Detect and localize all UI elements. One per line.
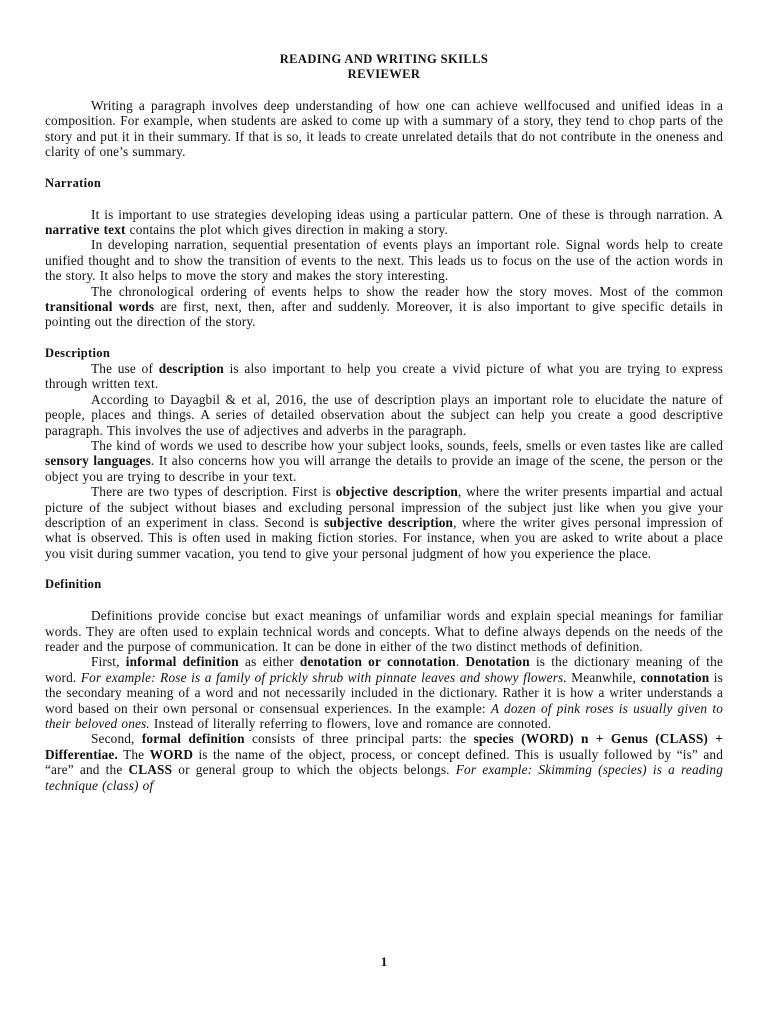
paragraph [45, 98, 723, 160]
text-run: The chronological ordering of events helps to show the reader how the story moves. Most of the common [91, 283, 723, 299]
paragraph [45, 284, 723, 330]
section-narration [45, 176, 723, 330]
bold-term: narrative text [45, 222, 126, 238]
text-run: , where the writer gives personal impression of what is observed. This is often used in making fiction stories. For instance, when you are asked to write about a place you visit during summer vacation, you tend to give your personal judgment of how you experience the place. [45, 514, 724, 561]
document-title: READING AND WRITING SKILLS [279, 52, 489, 66]
paragraph [45, 608, 723, 654]
text-run: or general group to which the objects belongs. [172, 762, 456, 778]
text-run: First, [91, 654, 126, 670]
bold-term: transitional words [45, 299, 155, 315]
document-subtitle: REVIEWER [347, 67, 421, 81]
document-body [45, 98, 723, 793]
text-run: consists of three principal parts: the [244, 731, 474, 747]
section-description [45, 346, 723, 561]
paragraph [45, 237, 723, 283]
paragraph [45, 392, 723, 438]
text-run: Meanwhile, [566, 669, 641, 685]
paragraph [45, 654, 723, 731]
section-heading: Definition [45, 577, 102, 592]
text-run: There are two types of description. First is [91, 484, 336, 500]
bold-term: species (WORD) n + Genus (CLASS) + Differentiae. [45, 731, 724, 762]
italic-example: For example: Rose is a family of prickly shrub with pinnate leaves and showy flowers. [80, 669, 567, 685]
text-run: . [455, 654, 466, 670]
bold-term: formal definition [141, 731, 245, 747]
paragraph [45, 484, 723, 561]
text-run: is also important to help you create a vivid picture of what you are trying to express through written text. [45, 360, 723, 392]
text-run: is the secondary meaning of a word and not necessarily included in the dictionary. Rather it is how a writer understands a word based on their own personal or consensual experiences. In the example: [45, 669, 723, 716]
text-run: It is important to use strategies developing ideas using a particular pattern. One of these is through narration. A [91, 206, 723, 222]
text-run: contains the plot which gives direction in making a story. [125, 222, 448, 238]
text-run: In developing narration, sequential presentation of events plays an important role. Signal words help to create unified thought and to show the transition of events to the next. This leads us to focus on the use of the action words in the story. It also helps to move the story and makes the story interesting. [45, 237, 723, 284]
italic-example: For example: Skimming (species) is a reading technique (class) of [45, 762, 723, 793]
text-run: Second, [91, 731, 142, 747]
text-run: Definitions provide concise but exact meanings of unfamiliar words and explain special meanings for familiar words. They are often used to explain technical words and concepts. What to define always depends on the needs of the reader and the purpose of communication. It can be done in either of the two distinct methods of definition. [45, 608, 723, 654]
bold-term: connotation [640, 669, 710, 685]
section-intro [45, 98, 723, 160]
text-run: Writing a paragraph involves deep understanding of how one can achieve wellfocused and unified ideas in a composition. For example, when students are asked to come up with a summary of a story, they tend to chop parts of the story and put it in their summary. If that is so, it leads to create unrelated details that do not contribute in the oneness and clarity of one’s summary. [45, 98, 723, 160]
paragraph [45, 207, 723, 238]
paragraph [45, 438, 723, 484]
text-run: Instead of literally referring to flowers, love and romance are connoted. [149, 716, 552, 731]
text-run: are first, next, then, after and suddenly. Moreover, it is also important to give specific details in pointing out the direction of the story. [45, 299, 723, 330]
paragraph [45, 731, 723, 793]
text-run: is the dictionary meaning of the word. [45, 654, 723, 685]
bold-term: description [158, 360, 224, 376]
paragraph [45, 361, 723, 392]
text-run: as either [238, 654, 300, 670]
text-run: The kind of words we used to describe how your subject looks, sounds, feels, smells or even tastes like are called [91, 437, 723, 453]
bold-term: WORD [149, 746, 194, 762]
text-run: . It also concerns how you will arrange the details to provide an image of the scene, the person or the object you are trying to describe in your text. [45, 453, 723, 484]
bold-term: denotation or connotation [299, 654, 456, 670]
page-number: 1 [380, 954, 388, 969]
bold-term: objective description [335, 484, 458, 500]
text-run: is the name of the object, process, or concept defined. This is usually followed by “is” and “are” and the [45, 746, 723, 778]
section-heading: Narration [45, 175, 102, 190]
section-definition [45, 577, 723, 793]
section-heading: Description [45, 345, 111, 360]
text-run: The use of [91, 360, 159, 376]
bold-term: informal definition [125, 654, 239, 670]
bold-term: CLASS [128, 762, 173, 778]
italic-example: A dozen of pink roses is usually given to their beloved ones. [45, 700, 723, 731]
bold-term: subjective description [324, 514, 454, 530]
bold-term: sensory languages [45, 453, 151, 469]
text-run: The [117, 746, 150, 762]
bold-term: Denotation [465, 654, 530, 670]
text-run: , where the writer presents impartial and actual picture of the subject without biases and excluding personal impression of the subject just like when you give your description of an experiment in class. Second is [45, 484, 723, 530]
text-run: According to Dayagbil & et al, 2016, the use of description plays an important role to elucidate the nature of people, places and things. A series of detailed observation about the subject can help you create a good descriptive paragraph. This involves the use of adjectives and adverbs in the paragraph. [45, 391, 723, 438]
